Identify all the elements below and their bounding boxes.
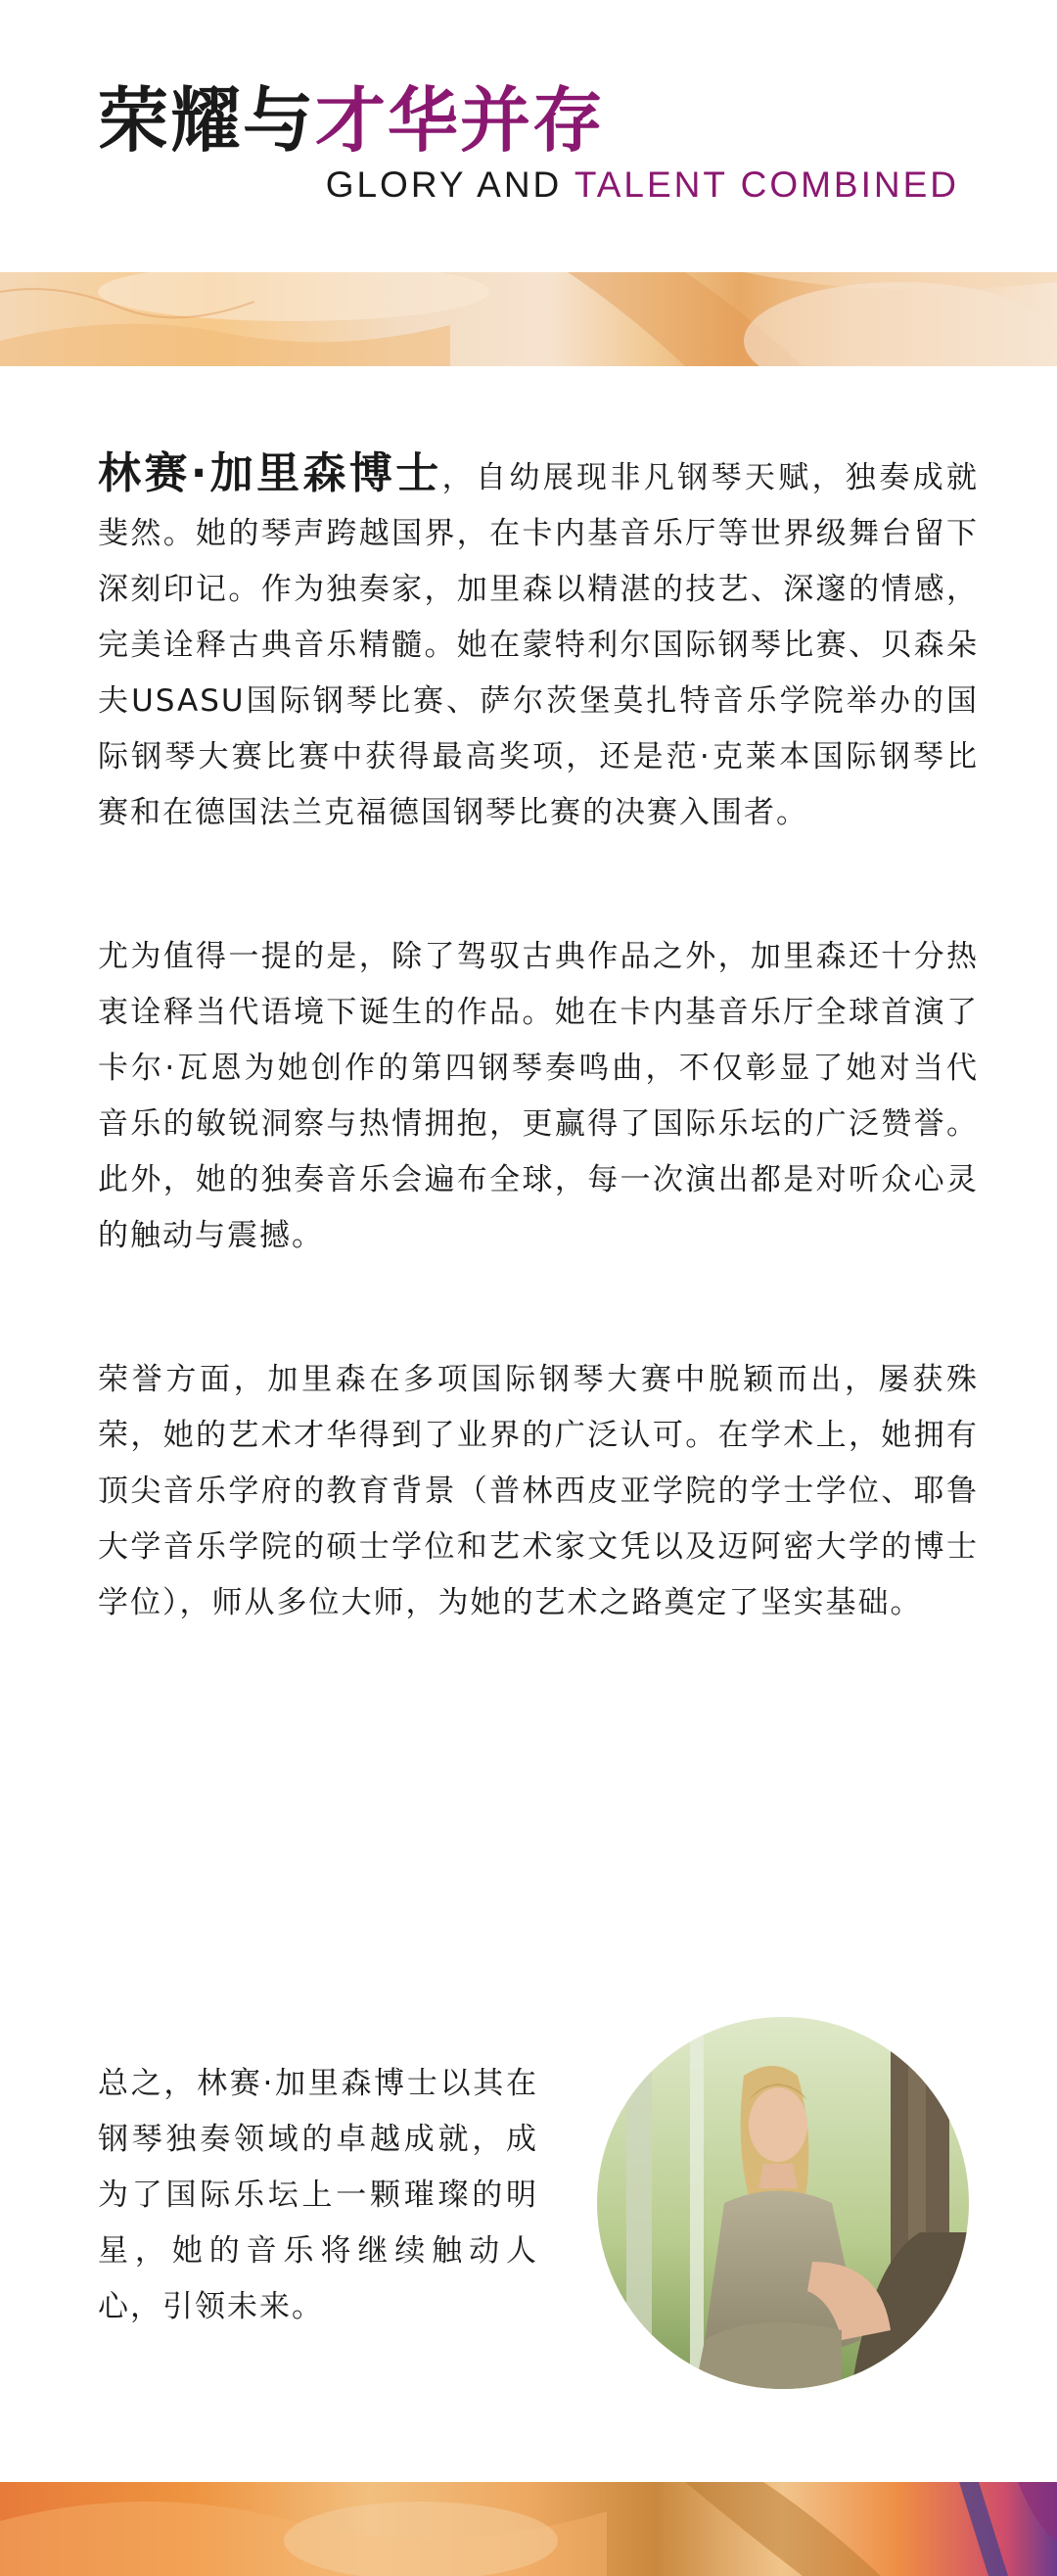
paragraph-honors: 荣誉方面，加里森在多项国际钢琴大赛中脱颖而出，屡获殊荣，她的艺术才华得到了业界的广泛认可。在学术上，她拥有顶尖音乐学府的教育背景（普林西皮亚学院的学士学位、耶鲁大学音乐学院的硕士学位和艺术家文凭以及迈阿密大学的博士学位），师从多位大师，为她的艺术之路奠定了坚实基础。 bbox=[98, 1362, 979, 1620]
watercolor-texture-bottom bbox=[0, 2482, 1057, 2576]
page-title bbox=[98, 76, 605, 164]
decorative-watercolor-band-bottom bbox=[0, 2482, 1057, 2576]
title-cn-part-a: 荣耀与 bbox=[98, 79, 316, 162]
portrait-illustration bbox=[597, 2017, 969, 2389]
title-cn-part-b: 才华并存 bbox=[315, 79, 606, 162]
title-en-part-b: TALENT COMBINED bbox=[574, 164, 959, 205]
title-en-part-a: GLORY AND bbox=[325, 164, 574, 205]
page-header bbox=[0, 0, 1057, 274]
portrait-photo bbox=[597, 2017, 969, 2389]
article-body bbox=[98, 445, 979, 1719]
paragraph-closing: 总之，林赛·加里森博士以其在钢琴独奏领域的卓越成就，成为了国际乐坛上一颗璀璨的明星，她的音乐将继续触动人心，引领未来。 bbox=[98, 2066, 538, 2324]
page-subtitle bbox=[326, 161, 959, 210]
closing-section bbox=[98, 2056, 538, 2335]
paragraph-intro-text: ，自幼展现非凡钢琴天赋，独奏成就斐然。她的琴声跨越国界，在卡内基音乐厅等世界级舞台留下深刻印记。作为独奏家，加里森以精湛的技艺、深邃的情感，完美诠释古典音乐精髓。她在蒙特利尔国际钢琴比赛、贝森朵夫USASU国际钢琴比赛、萨尔茨堡莫扎特音乐学院举办的国际钢琴大赛比赛中获得最高奖项，还是范·克莱本国际钢琴比赛和在德国法兰克福德国钢琴比赛的决赛入围者。 bbox=[98, 460, 980, 830]
paragraph-contemporary: 尤为值得一提的是，除了驾驭古典作品之外，加里森还十分热衷诠释当代语境下诞生的作品。她在卡内基音乐厅全球首演了卡尔·瓦恩为她创作的第四钢琴奏鸣曲，不仅彰显了她对当代音乐的敏锐洞察与热情拥抱，更赢得了国际乐坛的广泛赞誉。此外，她的独奏音乐会遍布全球，每一次演出都是对听众心灵的触动与震撼。 bbox=[98, 939, 979, 1253]
lead-name: 林赛·加里森博士 bbox=[98, 448, 442, 498]
paragraph-intro bbox=[98, 445, 979, 841]
decorative-watercolor-band-top bbox=[0, 272, 1057, 366]
watercolor-texture bbox=[0, 272, 1057, 366]
